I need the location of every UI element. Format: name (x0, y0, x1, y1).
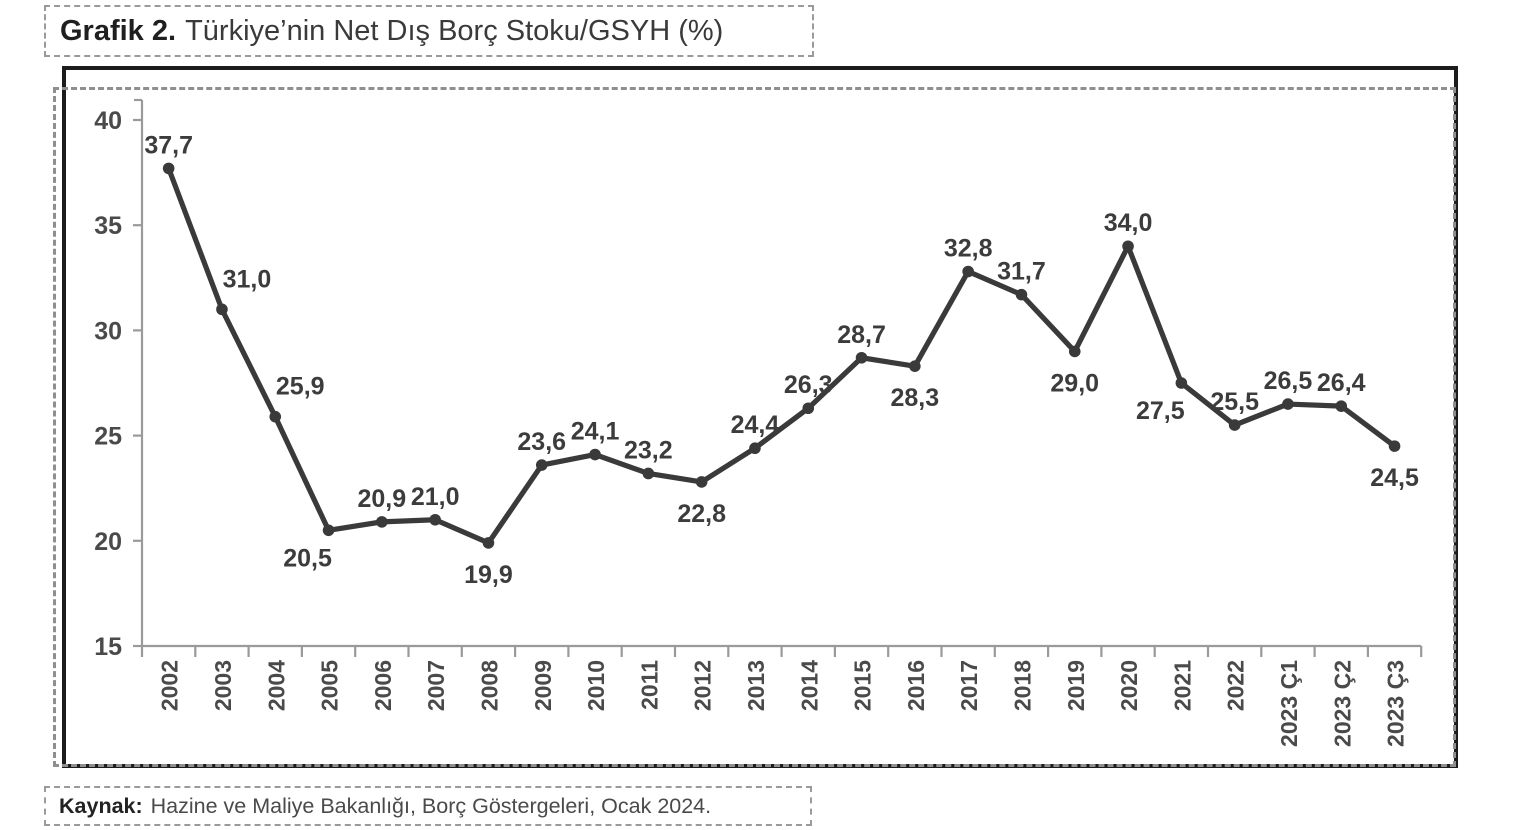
svg-text:25: 25 (94, 422, 122, 451)
y-axis-labels (94, 107, 122, 661)
svg-text:2008: 2008 (476, 660, 503, 712)
chart-title-prefix: Grafik 2. (60, 14, 177, 47)
svg-text:2003: 2003 (209, 660, 236, 712)
svg-text:35: 35 (94, 212, 122, 241)
series-markers (163, 163, 1401, 549)
svg-text:24,1: 24,1 (570, 417, 620, 446)
svg-text:20,5: 20,5 (283, 544, 332, 573)
svg-text:28,3: 28,3 (890, 384, 940, 413)
source-prefix: Kaynak: (59, 793, 143, 818)
svg-text:31,7: 31,7 (997, 257, 1046, 286)
svg-text:20,9: 20,9 (357, 484, 407, 513)
svg-text:2015: 2015 (849, 660, 876, 712)
data-labels (144, 131, 1419, 589)
series-line (169, 168, 1395, 543)
chart-title-text: Türkiye’nin Net Dış Borç Stoku/GSYH (%) (185, 14, 724, 47)
svg-text:15: 15 (94, 633, 122, 661)
svg-text:2022: 2022 (1222, 660, 1249, 712)
svg-text:31,0: 31,0 (222, 265, 272, 294)
svg-text:19,9: 19,9 (464, 560, 513, 589)
svg-text:2019: 2019 (1062, 660, 1089, 712)
chart-panel (62, 66, 1458, 768)
svg-text:2002: 2002 (156, 660, 183, 712)
svg-text:24,4: 24,4 (730, 411, 780, 440)
svg-text:2007: 2007 (423, 660, 450, 712)
svg-text:26,4: 26,4 (1316, 369, 1366, 398)
svg-text:25,9: 25,9 (275, 372, 325, 401)
source-box (44, 786, 812, 826)
svg-text:2023 Ç3: 2023 Ç3 (1382, 660, 1409, 747)
x-axis-labels (157, 660, 1409, 747)
svg-text:24,5: 24,5 (1370, 464, 1419, 493)
svg-text:2021: 2021 (1169, 660, 1196, 712)
svg-text:2012: 2012 (689, 660, 716, 712)
axes (133, 100, 1421, 657)
source-text: Hazine ve Maliye Bakanlığı, Borç Göstergeleri, Ocak 2024. (150, 793, 712, 818)
svg-text:2009: 2009 (529, 660, 556, 712)
svg-text:2023 Ç1: 2023 Ç1 (1275, 660, 1302, 747)
svg-text:30: 30 (94, 317, 122, 346)
svg-text:21,0: 21,0 (410, 482, 460, 511)
svg-text:2013: 2013 (742, 660, 769, 712)
svg-text:2016: 2016 (902, 660, 929, 712)
svg-text:2004: 2004 (263, 660, 290, 712)
svg-text:2017: 2017 (956, 660, 983, 712)
svg-text:26,5: 26,5 (1263, 367, 1313, 396)
svg-text:2018: 2018 (1009, 660, 1036, 712)
chart-title-box (44, 5, 814, 57)
svg-text:20: 20 (94, 527, 122, 556)
svg-text:37,7: 37,7 (144, 131, 193, 160)
svg-text:28,7: 28,7 (837, 320, 886, 349)
svg-text:27,5: 27,5 (1136, 397, 1185, 425)
svg-text:2006: 2006 (369, 660, 396, 712)
svg-text:2014: 2014 (796, 660, 823, 712)
svg-text:2023 Ç2: 2023 Ç2 (1329, 660, 1356, 747)
svg-text:22,8: 22,8 (677, 499, 726, 528)
svg-text:40: 40 (94, 107, 122, 135)
svg-text:2010: 2010 (583, 660, 610, 712)
svg-text:32,8: 32,8 (943, 234, 993, 263)
svg-text:34,0: 34,0 (1103, 209, 1153, 238)
svg-text:26,3: 26,3 (783, 371, 833, 400)
svg-text:2011: 2011 (636, 660, 663, 710)
line-chart (66, 70, 1454, 764)
svg-text:23,6: 23,6 (517, 428, 567, 457)
svg-text:29,0: 29,0 (1050, 369, 1100, 398)
svg-text:2020: 2020 (1116, 660, 1143, 712)
svg-text:2005: 2005 (316, 660, 343, 712)
svg-text:25,5: 25,5 (1210, 388, 1259, 417)
svg-text:23,2: 23,2 (624, 436, 673, 465)
